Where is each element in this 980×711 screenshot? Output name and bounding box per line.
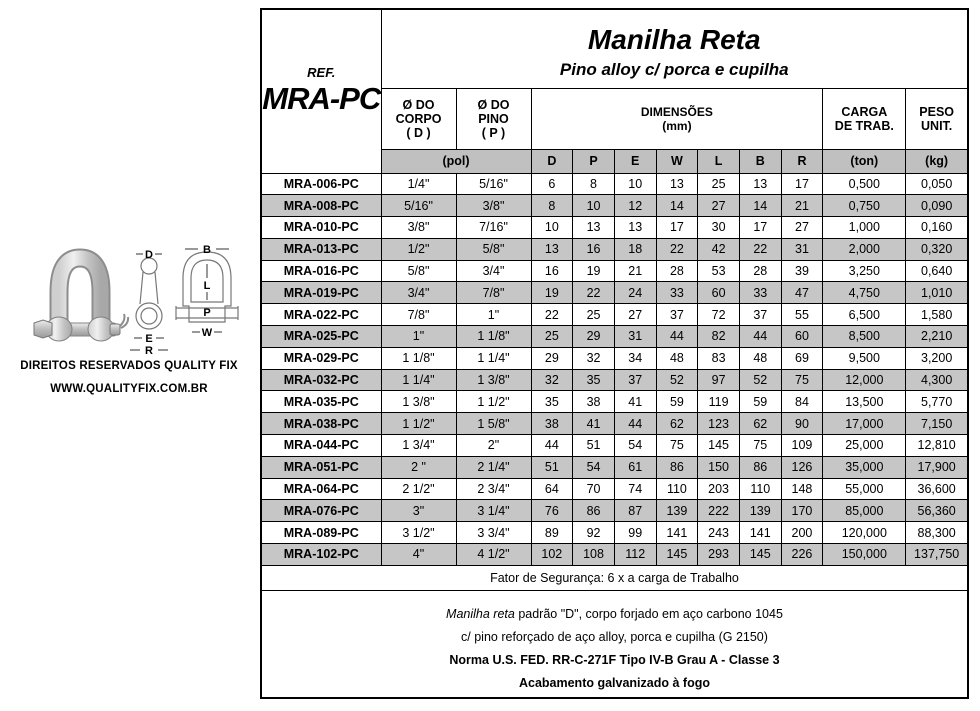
table-row	[261, 435, 968, 457]
description-line-1	[262, 603, 967, 626]
table-row	[261, 260, 968, 282]
cell-b: 141	[739, 522, 781, 544]
side-view-bottom-hole	[141, 308, 157, 324]
cell-e: 37	[614, 369, 656, 391]
cell-ref: MRA-022-PC	[261, 304, 381, 326]
cell-l: 27	[698, 195, 740, 217]
subheader-r: R	[781, 149, 823, 173]
cell-corpo: 1 1/8"	[381, 347, 456, 369]
cell-carga: 85,000	[823, 500, 906, 522]
cell-w: 33	[656, 282, 698, 304]
cell-e: 31	[614, 326, 656, 348]
cell-ref: MRA-064-PC	[261, 478, 381, 500]
cell-l: 97	[698, 369, 740, 391]
col-header-carga	[823, 88, 906, 149]
cell-peso: 88,300	[906, 522, 968, 544]
cell-carga: 2,000	[823, 238, 906, 260]
col-header-corpo-line2: CORPO	[395, 111, 442, 126]
cell-r: 170	[781, 500, 823, 522]
shackle-bow	[59, 258, 101, 326]
cell-b: 14	[739, 195, 781, 217]
cell-carga: 35,000	[823, 456, 906, 478]
cell-d: 89	[531, 522, 573, 544]
cell-corpo: 3 1/2"	[381, 522, 456, 544]
description-block	[261, 590, 968, 698]
cell-corpo: 1"	[381, 326, 456, 348]
cell-d: 64	[531, 478, 573, 500]
cell-carga: 0,750	[823, 195, 906, 217]
col-header-carga-line1: CARGA	[841, 104, 888, 119]
description-line-3: Norma U.S. FED. RR-C-271F Tipo IV-B Grau A - Classe 3	[449, 652, 780, 667]
cell-ref: MRA-032-PC	[261, 369, 381, 391]
col-header-carga-line2: DE TRAB.	[834, 118, 894, 133]
cell-p: 70	[573, 478, 615, 500]
table-row	[261, 500, 968, 522]
cell-e: 112	[614, 544, 656, 566]
shackle-nut	[34, 320, 52, 338]
cell-pino: 4 1/2"	[456, 544, 531, 566]
cell-d: 25	[531, 326, 573, 348]
cell-peso: 5,770	[906, 391, 968, 413]
cell-d: 22	[531, 304, 573, 326]
cell-p: 86	[573, 500, 615, 522]
cell-b: 44	[739, 326, 781, 348]
cell-d: 29	[531, 347, 573, 369]
cell-ref: MRA-029-PC	[261, 347, 381, 369]
cell-d: 19	[531, 282, 573, 304]
table-row	[261, 217, 968, 239]
cell-ref: MRA-016-PC	[261, 260, 381, 282]
cell-peso: 12,810	[906, 435, 968, 457]
col-header-corpo	[381, 88, 456, 149]
cell-r: 27	[781, 217, 823, 239]
cell-w: 44	[656, 326, 698, 348]
cell-corpo: 2 "	[381, 456, 456, 478]
table-row	[261, 544, 968, 566]
cell-l: 145	[698, 435, 740, 457]
cell-b: 75	[739, 435, 781, 457]
diagram-label-e: E	[145, 333, 153, 345]
cell-r: 126	[781, 456, 823, 478]
table-row	[261, 195, 968, 217]
cell-b: 86	[739, 456, 781, 478]
description-line-4: Acabamento galvanizado à fogo	[518, 675, 710, 690]
cell-p: 32	[573, 347, 615, 369]
cell-peso: 7,150	[906, 413, 968, 435]
cell-w: 28	[656, 260, 698, 282]
table-row	[261, 304, 968, 326]
cell-l: 150	[698, 456, 740, 478]
safety-note: Fator de Segurança: 6 x a carga de Trabalho	[261, 565, 968, 590]
table-row	[261, 326, 968, 348]
cell-ref: MRA-006-PC	[261, 173, 381, 195]
subheader-kg: (kg)	[906, 149, 968, 173]
cell-ref: MRA-076-PC	[261, 500, 381, 522]
cell-carga: 9,500	[823, 347, 906, 369]
title-cell	[381, 9, 968, 88]
cell-e: 13	[614, 217, 656, 239]
description-line-1-italic: Manilha reta	[446, 606, 515, 621]
cell-d: 13	[531, 238, 573, 260]
cell-p: 25	[573, 304, 615, 326]
cell-e: 87	[614, 500, 656, 522]
cell-e: 18	[614, 238, 656, 260]
cell-b: 28	[739, 260, 781, 282]
ref-code: MRA-PC	[262, 81, 381, 117]
cell-carga: 4,750	[823, 282, 906, 304]
ref-label: REF.	[307, 65, 336, 81]
cell-corpo: 1 3/4"	[381, 435, 456, 457]
cell-peso: 137,750	[906, 544, 968, 566]
cell-b: 13	[739, 173, 781, 195]
cell-carga: 25,000	[823, 435, 906, 457]
cell-w: 145	[656, 544, 698, 566]
cell-ref: MRA-019-PC	[261, 282, 381, 304]
col-header-dimensoes	[531, 88, 823, 149]
cell-e: 12	[614, 195, 656, 217]
cell-w: 141	[656, 522, 698, 544]
cell-p: 29	[573, 326, 615, 348]
col-header-peso-line2: UNIT.	[921, 118, 953, 133]
cell-r: 47	[781, 282, 823, 304]
col-header-pino-line1: Ø DO	[477, 97, 510, 112]
cell-carga: 6,500	[823, 304, 906, 326]
cell-carga: 120,000	[823, 522, 906, 544]
cell-e: 54	[614, 435, 656, 457]
cell-l: 53	[698, 260, 740, 282]
table-body	[261, 173, 968, 565]
cell-p: 35	[573, 369, 615, 391]
cell-peso: 0,160	[906, 217, 968, 239]
cell-peso: 0,640	[906, 260, 968, 282]
cell-p: 38	[573, 391, 615, 413]
diagram-label-l: L	[203, 280, 211, 292]
cell-r: 200	[781, 522, 823, 544]
dimension-diagram	[126, 244, 242, 358]
cell-ref: MRA-038-PC	[261, 413, 381, 435]
cell-l: 72	[698, 304, 740, 326]
table-row	[261, 369, 968, 391]
col-header-pino-line2: PINO	[478, 111, 509, 126]
shackle-pin-end	[110, 324, 120, 335]
cell-r: 226	[781, 544, 823, 566]
cell-d: 38	[531, 413, 573, 435]
subheader-w: W	[656, 149, 698, 173]
cell-ref: MRA-035-PC	[261, 391, 381, 413]
cell-w: 14	[656, 195, 698, 217]
cell-l: 25	[698, 173, 740, 195]
cell-w: 110	[656, 478, 698, 500]
cell-pino: 2"	[456, 435, 531, 457]
cell-pino: 3/4"	[456, 260, 531, 282]
cell-b: 62	[739, 413, 781, 435]
cell-pino: 5/8"	[456, 238, 531, 260]
cell-peso: 2,210	[906, 326, 968, 348]
cell-carga: 12,000	[823, 369, 906, 391]
cell-b: 37	[739, 304, 781, 326]
cell-peso: 1,580	[906, 304, 968, 326]
cell-d: 6	[531, 173, 573, 195]
cell-b: 52	[739, 369, 781, 391]
cell-w: 139	[656, 500, 698, 522]
diagram-label-r: R	[145, 345, 153, 357]
cell-d: 16	[531, 260, 573, 282]
cell-e: 44	[614, 413, 656, 435]
cell-l: 123	[698, 413, 740, 435]
cell-ref: MRA-102-PC	[261, 544, 381, 566]
cell-r: 17	[781, 173, 823, 195]
cell-corpo: 3"	[381, 500, 456, 522]
cell-d: 32	[531, 369, 573, 391]
page-title: Manilha Reta	[587, 23, 761, 55]
cell-b: 59	[739, 391, 781, 413]
cell-p: 41	[573, 413, 615, 435]
sidebar	[0, 0, 258, 711]
cell-r: 109	[781, 435, 823, 457]
cell-carga: 3,250	[823, 260, 906, 282]
table-row	[261, 413, 968, 435]
cell-l: 83	[698, 347, 740, 369]
col-header-pino-line3: ( P )	[481, 125, 506, 140]
cell-pino: 1 1/2"	[456, 391, 531, 413]
cell-l: 293	[698, 544, 740, 566]
cell-b: 145	[739, 544, 781, 566]
subheader-ton: (ton)	[823, 149, 906, 173]
cell-ref: MRA-044-PC	[261, 435, 381, 457]
cell-p: 22	[573, 282, 615, 304]
table-row	[261, 456, 968, 478]
cell-e: 74	[614, 478, 656, 500]
cell-r: 55	[781, 304, 823, 326]
cell-p: 54	[573, 456, 615, 478]
cell-peso: 0,320	[906, 238, 968, 260]
cell-carga: 1,000	[823, 217, 906, 239]
cell-pino: 7/8"	[456, 282, 531, 304]
cell-w: 52	[656, 369, 698, 391]
table-row	[261, 238, 968, 260]
cell-pino: 1 1/8"	[456, 326, 531, 348]
cell-d: 44	[531, 435, 573, 457]
diagram-label-p: P	[203, 307, 211, 319]
cell-pino: 3/8"	[456, 195, 531, 217]
cell-d: 10	[531, 217, 573, 239]
cell-corpo: 5/8"	[381, 260, 456, 282]
table-row	[261, 478, 968, 500]
cell-pino: 3 3/4"	[456, 522, 531, 544]
cell-d: 35	[531, 391, 573, 413]
cell-ref: MRA-008-PC	[261, 195, 381, 217]
cell-corpo: 4"	[381, 544, 456, 566]
cell-corpo: 3/4"	[381, 282, 456, 304]
cell-p: 19	[573, 260, 615, 282]
table-row	[261, 173, 968, 195]
subheader-b: B	[739, 149, 781, 173]
cell-corpo: 7/8"	[381, 304, 456, 326]
cell-r: 84	[781, 391, 823, 413]
cell-p: 108	[573, 544, 615, 566]
spec-table	[260, 8, 969, 699]
cell-pino: 7/16"	[456, 217, 531, 239]
col-header-corpo-line1: Ø DO	[402, 97, 435, 112]
subheader-l: L	[698, 149, 740, 173]
col-header-peso-line1: PESO	[919, 104, 955, 119]
cell-p: 13	[573, 217, 615, 239]
cell-w: 22	[656, 238, 698, 260]
page-subtitle: Pino alloy c/ porca e cupilha	[559, 59, 789, 79]
cell-p: 16	[573, 238, 615, 260]
cell-p: 10	[573, 195, 615, 217]
copyright-line-1: DIREITOS RESERVADOS QUALITY FIX	[20, 360, 238, 372]
cell-pino: 3 1/4"	[456, 500, 531, 522]
cell-w: 62	[656, 413, 698, 435]
cell-pino: 1 5/8"	[456, 413, 531, 435]
cell-peso: 36,600	[906, 478, 968, 500]
cell-r: 75	[781, 369, 823, 391]
side-view-shaft	[140, 272, 158, 304]
cell-peso: 0,090	[906, 195, 968, 217]
cell-w: 75	[656, 435, 698, 457]
cell-e: 10	[614, 173, 656, 195]
cell-b: 139	[739, 500, 781, 522]
cell-pino: 5/16"	[456, 173, 531, 195]
ref-cell	[261, 9, 381, 173]
cell-l: 42	[698, 238, 740, 260]
cell-ref: MRA-010-PC	[261, 217, 381, 239]
cell-w: 86	[656, 456, 698, 478]
cell-w: 17	[656, 217, 698, 239]
cell-d: 102	[531, 544, 573, 566]
subheader-e: E	[614, 149, 656, 173]
cell-b: 33	[739, 282, 781, 304]
cell-l: 82	[698, 326, 740, 348]
cell-l: 222	[698, 500, 740, 522]
cell-p: 8	[573, 173, 615, 195]
cell-e: 27	[614, 304, 656, 326]
cell-b: 48	[739, 347, 781, 369]
cell-corpo: 3/8"	[381, 217, 456, 239]
cell-w: 48	[656, 347, 698, 369]
cell-p: 51	[573, 435, 615, 457]
cell-r: 60	[781, 326, 823, 348]
cell-pino: 1 1/4"	[456, 347, 531, 369]
cell-l: 30	[698, 217, 740, 239]
subheader-p: P	[573, 149, 615, 173]
cell-carga: 55,000	[823, 478, 906, 500]
cell-d: 51	[531, 456, 573, 478]
cell-b: 110	[739, 478, 781, 500]
col-header-dimensoes-line2: (mm)	[662, 118, 692, 133]
table-row	[261, 282, 968, 304]
cell-ref: MRA-051-PC	[261, 456, 381, 478]
diagram-label-b: B	[203, 244, 211, 256]
cell-corpo: 1/2"	[381, 238, 456, 260]
cell-corpo: 1 3/8"	[381, 391, 456, 413]
table-row	[261, 522, 968, 544]
cell-e: 34	[614, 347, 656, 369]
subheader-d: D	[531, 149, 573, 173]
cell-corpo: 5/16"	[381, 195, 456, 217]
cell-e: 24	[614, 282, 656, 304]
cell-b: 17	[739, 217, 781, 239]
cell-b: 22	[739, 238, 781, 260]
cell-w: 37	[656, 304, 698, 326]
cell-carga: 8,500	[823, 326, 906, 348]
cell-d: 8	[531, 195, 573, 217]
cell-corpo: 1 1/2"	[381, 413, 456, 435]
col-header-dimensoes-line1: DIMENSÕES	[640, 104, 713, 119]
cell-p: 92	[573, 522, 615, 544]
table-header	[261, 9, 968, 173]
cell-peso: 4,300	[906, 369, 968, 391]
cell-l: 60	[698, 282, 740, 304]
cell-peso: 1,010	[906, 282, 968, 304]
table-row	[261, 347, 968, 369]
diagram-label-w: W	[201, 327, 213, 339]
description-line-1-rest: padrão "D", corpo forjado em aço carbono 1045	[514, 606, 783, 621]
cell-corpo: 1 1/4"	[381, 369, 456, 391]
cell-carga: 150,000	[823, 544, 906, 566]
cell-e: 61	[614, 456, 656, 478]
cell-carga: 0,500	[823, 173, 906, 195]
cell-e: 99	[614, 522, 656, 544]
col-header-peso	[906, 88, 968, 149]
cell-r: 69	[781, 347, 823, 369]
table-row	[261, 391, 968, 413]
cell-peso: 3,200	[906, 347, 968, 369]
diagram-label-d: D	[145, 249, 153, 261]
copyright-line-2: WWW.QUALITYFIX.COM.BR	[50, 383, 208, 395]
col-header-corpo-line3: ( D )	[406, 125, 431, 140]
cell-pino: 1 3/8"	[456, 369, 531, 391]
cell-carga: 13,500	[823, 391, 906, 413]
cell-d: 76	[531, 500, 573, 522]
cell-peso: 0,050	[906, 173, 968, 195]
cell-r: 148	[781, 478, 823, 500]
cell-pino: 1"	[456, 304, 531, 326]
cell-ref: MRA-013-PC	[261, 238, 381, 260]
cell-ref: MRA-025-PC	[261, 326, 381, 348]
cell-peso: 56,360	[906, 500, 968, 522]
cell-corpo: 1/4"	[381, 173, 456, 195]
side-view-bottom-eye	[136, 303, 162, 329]
cell-ref: MRA-089-PC	[261, 522, 381, 544]
cell-r: 90	[781, 413, 823, 435]
shackle-photo	[28, 240, 132, 362]
cell-l: 203	[698, 478, 740, 500]
cell-l: 119	[698, 391, 740, 413]
cell-r: 39	[781, 260, 823, 282]
subheader-pol: (pol)	[381, 149, 531, 173]
col-header-pino	[456, 88, 531, 149]
cell-e: 41	[614, 391, 656, 413]
cell-r: 31	[781, 238, 823, 260]
cell-pino: 2 3/4"	[456, 478, 531, 500]
cell-w: 59	[656, 391, 698, 413]
table-footer	[261, 565, 968, 698]
cell-corpo: 2 1/2"	[381, 478, 456, 500]
cell-l: 243	[698, 522, 740, 544]
cell-carga: 17,000	[823, 413, 906, 435]
cell-pino: 2 1/4"	[456, 456, 531, 478]
cell-w: 13	[656, 173, 698, 195]
cell-peso: 17,900	[906, 456, 968, 478]
description-line-2: c/ pino reforçado de aço alloy, porca e cupilha (G 2150)	[461, 629, 768, 644]
cell-e: 21	[614, 260, 656, 282]
cell-r: 21	[781, 195, 823, 217]
